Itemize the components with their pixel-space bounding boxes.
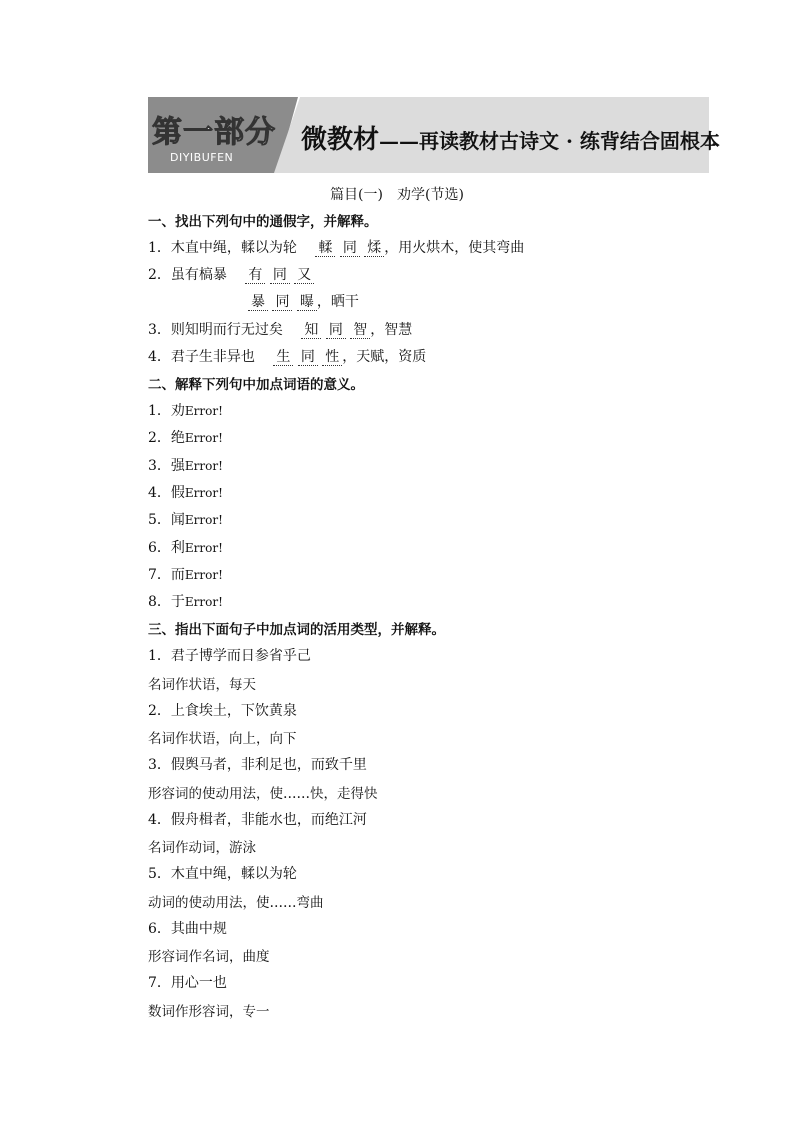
s2-item-label: 8．于 xyxy=(148,594,185,610)
s1-blank-c: 又 xyxy=(294,267,314,284)
s1-blank-b: 同 xyxy=(340,240,360,257)
s1-blank-a: 輮 xyxy=(315,240,335,257)
banner-part-label: 第一部分 xyxy=(152,115,276,150)
s1-item-text: 3．则知明而行无过矣 xyxy=(148,322,283,338)
s2-error-text: Error! xyxy=(184,431,223,445)
s2-item xyxy=(148,400,223,420)
s1-explanation: ，天赋，资质 xyxy=(342,349,427,365)
s1-item-1 xyxy=(148,237,524,257)
section2-heading: 二、解释下列句中加点词语的意义。 xyxy=(148,377,364,393)
s2-item xyxy=(148,537,223,557)
s1-item-2b xyxy=(248,291,359,311)
s1-item-2 xyxy=(148,264,314,284)
s1-item-text: 2．虽有槁暴 xyxy=(148,267,227,283)
s3-answer: 动词的使动用法，使……弯曲 xyxy=(148,895,324,911)
s3-question: 4．假舟楫者，非能水也，而绝江河 xyxy=(148,812,367,828)
s1-item-3 xyxy=(148,319,412,339)
s3-answer: 数词作形容词，专一 xyxy=(148,1004,270,1020)
s1-blank-a: 知 xyxy=(301,322,321,339)
s2-item xyxy=(148,509,223,529)
s3-answer: 名词作状语，每天 xyxy=(148,677,256,693)
s2-error-text: Error! xyxy=(184,568,223,582)
banner-pinyin: DIYIBUFEN xyxy=(170,151,234,164)
s2-item-label: 5．闻 xyxy=(148,512,185,528)
s3-answer: 名词作状语，向上，向下 xyxy=(148,731,297,747)
s3-question: 2．上食埃土，下饮黄泉 xyxy=(148,703,297,719)
s1-explanation: ，晒干 xyxy=(316,294,359,310)
s2-item-label: 3．强 xyxy=(148,458,185,474)
s2-item xyxy=(148,455,223,475)
s3-answer: 名词作动词，游泳 xyxy=(148,840,256,856)
s2-item-label: 7．而 xyxy=(148,567,185,583)
banner-main-title: 微教材 xyxy=(301,125,380,155)
s2-error-text: Error! xyxy=(184,595,223,609)
s2-item xyxy=(148,591,223,611)
s1-item-text: 1．木直中绳，輮以为轮 xyxy=(148,240,297,256)
s1-blank-b: 同 xyxy=(270,267,290,284)
s1-blank-a: 有 xyxy=(245,267,265,284)
s2-error-text: Error! xyxy=(184,541,223,555)
banner-subtitle: 再读教材古诗文 · 练背结合固根本 xyxy=(419,129,720,153)
s1-blank-b: 同 xyxy=(298,349,318,366)
s2-item-label: 1．劝 xyxy=(148,403,185,419)
s3-question: 5．木直中绳，輮以为轮 xyxy=(148,866,297,882)
s1-item-4 xyxy=(148,346,426,366)
s2-error-text: Error! xyxy=(184,513,223,527)
s3-answer: 形容词的使动用法，使……快，走得快 xyxy=(148,786,378,802)
banner-dash: —— xyxy=(379,129,420,153)
s3-question: 1．君子博学而日参省乎己 xyxy=(148,648,311,664)
s2-item-label: 6．利 xyxy=(148,540,185,556)
s3-question: 6．其曲中规 xyxy=(148,921,227,937)
section3-heading: 三、指出下面句子中加点词的活用类型，并解释。 xyxy=(148,622,445,638)
s3-answer: 形容词作名词，曲度 xyxy=(148,949,270,965)
s2-item xyxy=(148,427,223,447)
s1-blank-c: 智 xyxy=(350,322,370,339)
s2-error-text: Error! xyxy=(184,459,223,473)
s1-blank-a: 生 xyxy=(273,349,293,366)
s2-item-label: 4．假 xyxy=(148,485,185,501)
section1-heading: 一、找出下列句中的通假字，并解释。 xyxy=(148,214,378,230)
s2-error-text: Error! xyxy=(184,404,223,418)
s2-error-text: Error! xyxy=(184,486,223,500)
s1-blank-b: 同 xyxy=(326,322,346,339)
article-title: 篇目(一) 劝学(节选) xyxy=(330,187,464,203)
section-banner xyxy=(148,97,720,173)
banner-title xyxy=(301,119,720,156)
s1-blank-c: 煣 xyxy=(364,240,384,257)
s1-blank-b: 同 xyxy=(272,294,292,311)
s2-item-label: 2．绝 xyxy=(148,430,185,446)
s3-question: 7．用心一也 xyxy=(148,975,227,991)
s1-blank-c: 性 xyxy=(322,349,342,366)
s1-blank-a: 暴 xyxy=(248,294,268,311)
s1-explanation: ，用火烘木，使其弯曲 xyxy=(384,240,525,256)
s3-question: 3．假舆马者，非利足也，而致千里 xyxy=(148,757,367,773)
s2-item xyxy=(148,564,223,584)
s1-explanation: ，智慧 xyxy=(370,322,413,338)
s2-item xyxy=(148,482,223,502)
s1-item-text: 4．君子生非异也 xyxy=(148,349,255,365)
s1-blank-c: 曝 xyxy=(297,294,317,311)
